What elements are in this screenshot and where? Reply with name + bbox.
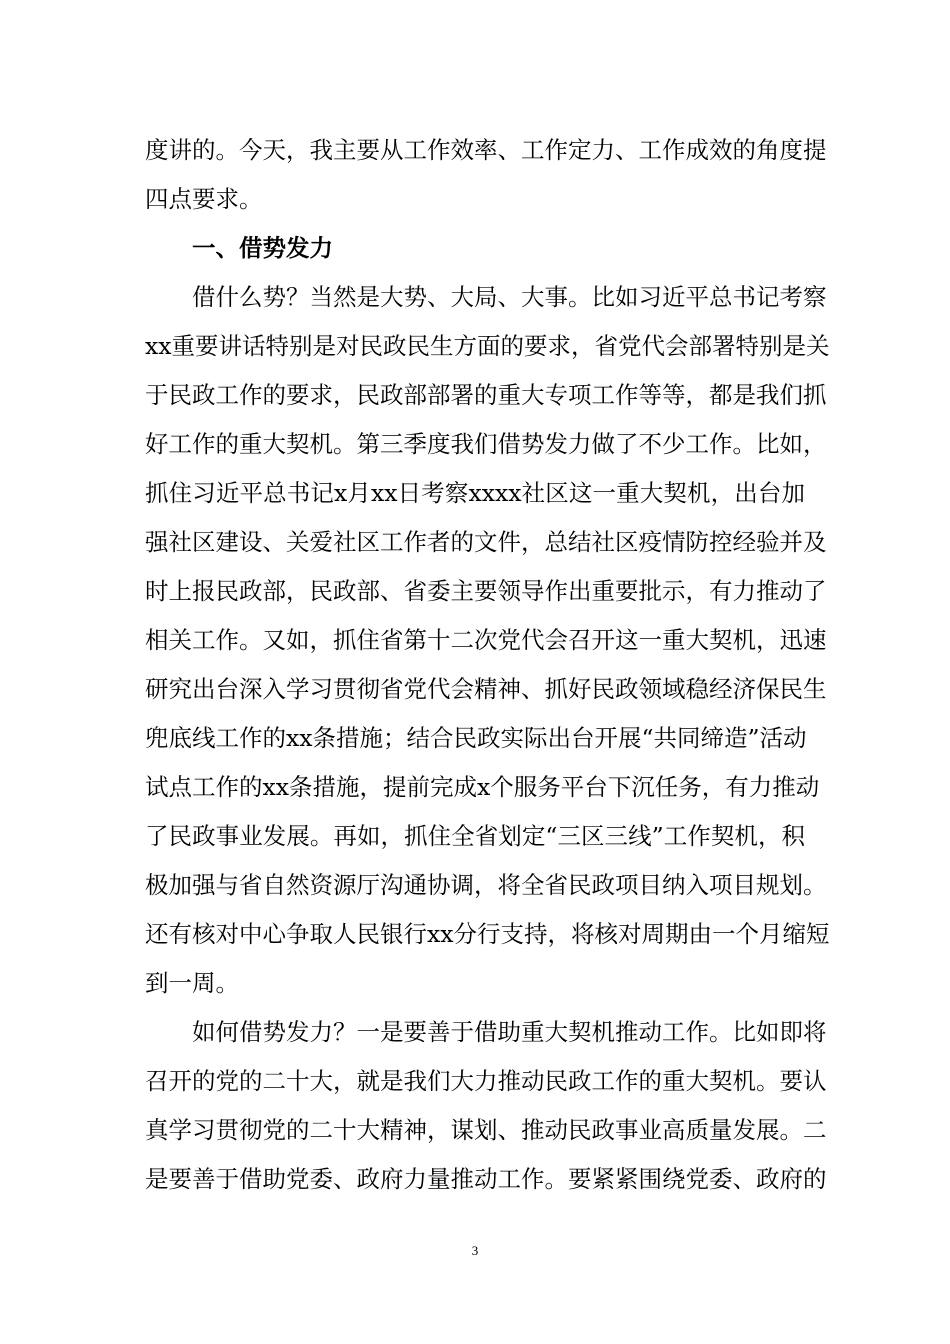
text-line: 兜底线工作的xx条措施；结合民政实际出台开展“共同缔造”活动 xyxy=(145,724,807,752)
text-line: 是要善于借助党委、政府力量推动工作。要紧紧围绕党委、政府的 xyxy=(145,1165,827,1193)
text-line: 真学习贯彻党的二十大精神，谋划、推动民政事业高质量发展。二 xyxy=(145,1116,827,1144)
text-line: 相关工作。又如，抓住省第十二次党代会召开这一重大契机，迅速 xyxy=(145,626,827,654)
text-line: 试点工作的xx条措施，提前完成x个服务平台下沉任务，有力推动 xyxy=(145,773,820,801)
text-line: 于民政工作的要求，民政部部署的重大专项工作等等，都是我们抓 xyxy=(145,381,827,409)
page-body xyxy=(145,126,830,1204)
text-line: 四点要求。 xyxy=(145,185,263,213)
section-heading: 一、借势发力 xyxy=(192,234,333,262)
text-line: 到一周。 xyxy=(145,969,239,997)
text-line: 召开的党的二十大，就是我们大力推动民政工作的重大契机。要认 xyxy=(145,1067,827,1095)
text-line: 如何借势发力？一是要善于借助重大契机推动工作。比如即将 xyxy=(192,1018,827,1046)
text-line: 研究出台深入学习贯彻省党代会精神、抓好民政领域稳经济保民生 xyxy=(145,675,827,703)
text-line: 强社区建设、关爱社区工作者的文件，总结社区疫情防控经验并及 xyxy=(145,528,827,556)
text-line: 借什么势？当然是大势、大局、大事。比如习近平总书记考察 xyxy=(192,283,827,311)
text-line: 好工作的重大契机。第三季度我们借势发力做了不少工作。比如， xyxy=(145,430,827,458)
text-line: 还有核对中心争取人民银行xx分行支持，将核对周期由一个月缩短 xyxy=(145,920,830,948)
text-line: 度讲的。今天，我主要从工作效率、工作定力、工作成效的角度提 xyxy=(145,136,827,164)
text-line: 时上报民政部，民政部、省委主要领导作出重要批示，有力推动了 xyxy=(145,577,827,605)
page-number: 3 xyxy=(471,1243,479,1258)
text-line: 抓住习近平总书记x月xx日考察xxxx社区这一重大契机，出台加 xyxy=(145,479,805,507)
text-line: 极加强与省自然资源厅沟通协调，将全省民政项目纳入项目规划。 xyxy=(145,871,827,899)
text-line: xx重要讲话特别是对民政民生方面的要求，省党代会部署特别是关 xyxy=(145,332,830,360)
text-line: 了民政事业发展。再如，抓住全省划定“三区三线”工作契机，积 xyxy=(145,822,805,850)
